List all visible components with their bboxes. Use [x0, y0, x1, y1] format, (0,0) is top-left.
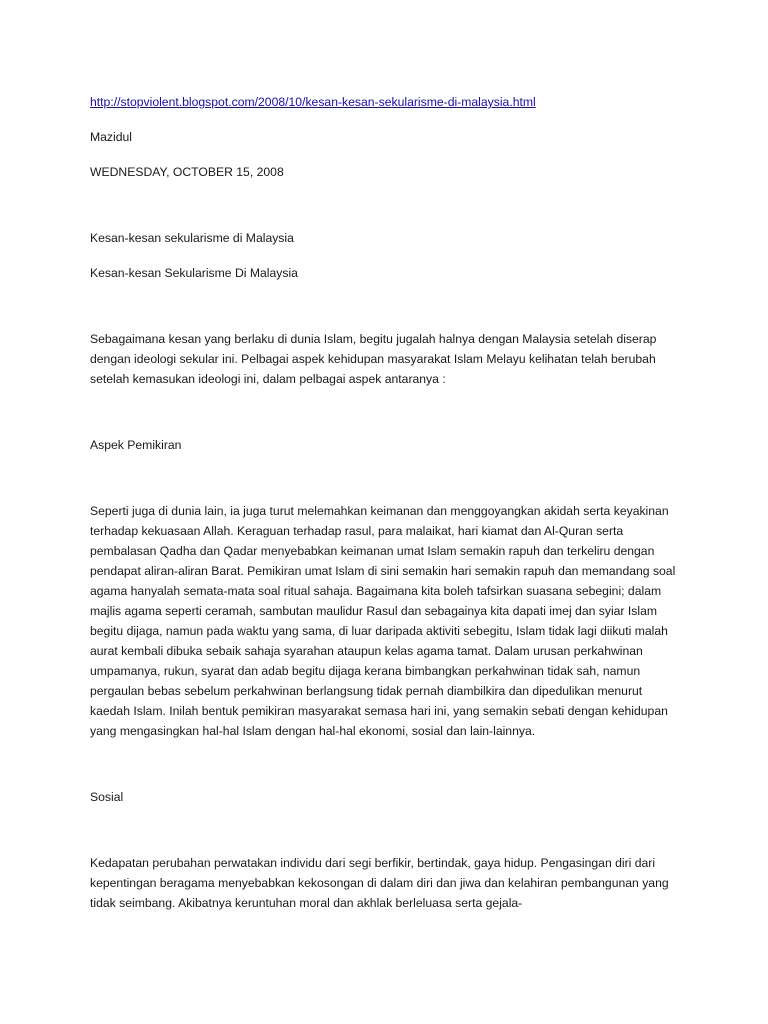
author-name: Mazidul: [90, 130, 132, 144]
spacer: [90, 389, 680, 435]
section-heading-pemikiran: Aspek Pemikiran: [90, 438, 182, 452]
spacer: [90, 455, 680, 501]
post-subtitle: Kesan-kesan Sekularisme Di Malaysia: [90, 266, 298, 280]
spacer: [90, 741, 680, 787]
spacer: [90, 283, 680, 329]
pemikiran-paragraph: Seperti juga di dunia lain, ia juga turut melemahkan keimanan dan menggoyangkan akidah serta keyakinan terhadap kekuasaan Allah. Keraguan terhadap rasul, para malaikat, hari kiamat dan Al-Quran serta pembalasan Qadha dan Qadar menyebabkan keimanan umat Islam semakin rapuh dan terkeliru dengan pendapat aliran-aliran Barat. Pemikiran umat Islam di sini semakin hari semakin rapuh dan memandang soal agama hanyalah semata-mata soal ritual sahaja. Bagaimana kita boleh tafsirkan suasana sebegini; dalam majlis agama seperti ceramah, sambutan maulidur Rasul dan sebagainya kita dapati imej dan syiar Islam begitu dijaga, namun pada waktu yang sama, di luar daripada aktiviti sebegitu, Islam tidak lagi diikuti malah aurat kembali dibuka sebaik sahaja syarahan ataupun kelas agama tamat. Dalam urusan perkahwinan umpamanya, rukun, syarat dan adab begitu dijaga kerana bimbangkan perkahwinan tidak sah, namun pergaulan bebas sebelum perkahwinan berlangsung tidak pernah diambilkira dan dipedulikan menurut kaedah Islam. Inilah bentuk pemikiran masyarakat semasa hari ini, yang semakin sebati dengan kehidupan yang mengasingkan hal-hal Islam dengan hal-hal ekonomi, sosial dan lain-lainnya.: [90, 504, 676, 738]
sosial-paragraph: Kedapatan perubahan perwatakan individu dari segi berfikir, bertindak, gaya hidup. Pengasingan diri dari kepentingan beragama menyebabkan kekosongan di dalam diri dan jiwa dan kelahiran pembangunan yang tidak seimbang. Akibatnya keruntuhan moral dan akhlak berleluasa serta gejala-: [90, 856, 669, 910]
spacer: [90, 807, 680, 853]
spacer: [90, 112, 680, 127]
spacer: [90, 182, 680, 228]
intro-paragraph: Sebagaimana kesan yang berlaku di dunia Islam, begitu jugalah halnya dengan Malaysia setelah diserap dengan ideologi sekular ini. Pelbagai aspek kehidupan masyarakat Islam Melayu kelihatan telah berubah setelah kemasukan ideologi ini, dalam pelbagai aspek antaranya :: [90, 332, 657, 386]
document-page: [90, 92, 680, 913]
spacer: [90, 147, 680, 162]
spacer: [90, 248, 680, 263]
post-title: Kesan-kesan sekularisme di Malaysia: [90, 231, 294, 245]
section-heading-sosial: Sosial: [90, 790, 124, 804]
post-date: WEDNESDAY, OCTOBER 15, 2008: [90, 165, 284, 179]
source-link[interactable]: http://stopviolent.blogspot.com/2008/10/kesan-kesan-sekularisme-di-malaysia.html: [90, 95, 536, 109]
